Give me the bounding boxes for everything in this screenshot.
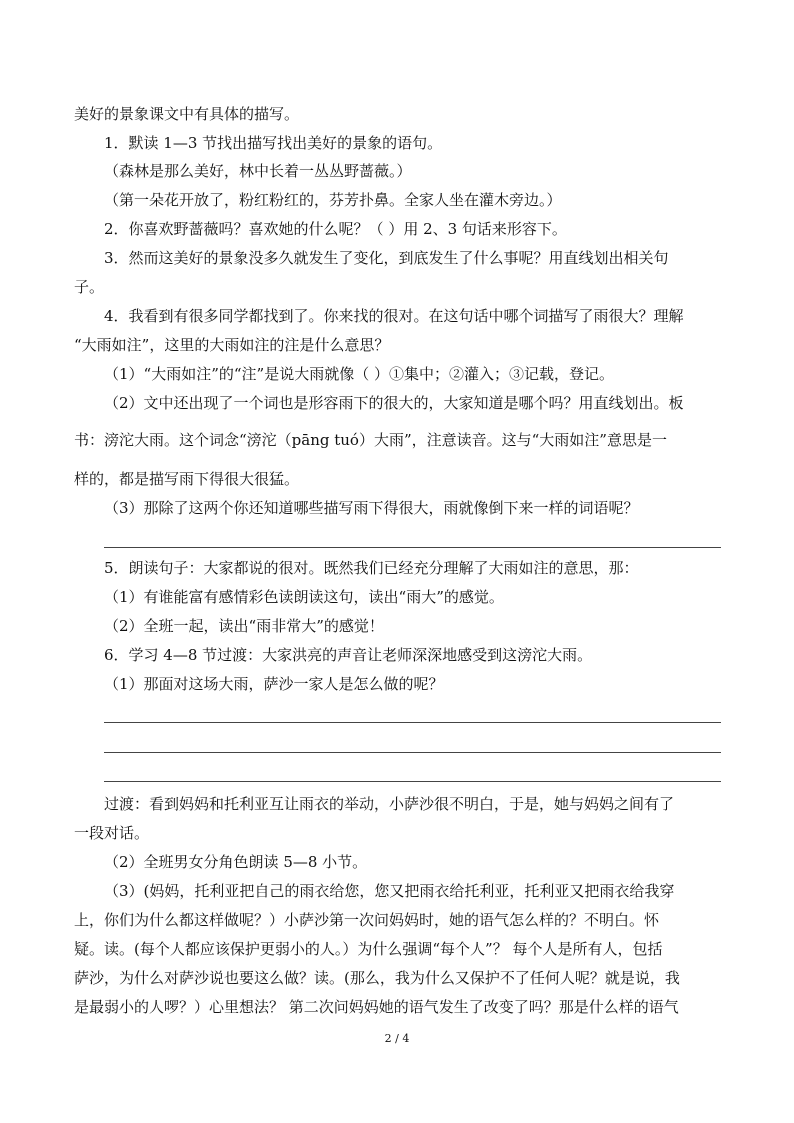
question-3: 3．然而这美好的景象没多久就发生了变化，到底发生了什么事呢？用直线划出相关句 [104, 249, 669, 267]
sub-question: （2）全班男女分角色朗读 5—8 小节。 [104, 853, 368, 871]
sub-question: （2）全班一起，读出“雨非常大”的感觉！ [104, 617, 384, 635]
text-line: 是最弱小的人啰？）心里想法？ 第二次问妈妈她的语气发生了改变了吗？那是什么样的语气 [74, 998, 679, 1016]
text-line: 子。 [74, 278, 105, 296]
answer-rule [104, 547, 721, 548]
question-5: 5．朗读句子：大家都说的很对。既然我们已经充分理解了大雨如注的意思，那： [104, 559, 639, 577]
text-line: 萨沙，为什么对萨沙说也要这么做？读。(那么，我为什么又保护不了任何人呢？就是说，我 [74, 969, 680, 987]
sub-question: （2）文中还出现了一个词也是形容雨下的很大的，大家知道是哪个吗？用直线划出。板 [104, 394, 684, 412]
text-line: “大雨如注”，这里的大雨如注的注是什么意思？ [74, 336, 390, 354]
text-line: 美好的景象课文中有具体的描写。 [74, 105, 300, 123]
text-line: 样的，都是描写雨下得很大很猛。 [74, 470, 300, 488]
text-line: 一段对话。 [74, 824, 150, 842]
answer-rule [104, 722, 721, 723]
text-line: 疑。读。(每个人都应该保护更弱小的人。）为什么强调“每个人”？ 每个人是所有人，包括 [74, 940, 663, 958]
answer-rule [104, 781, 721, 782]
question-1: 1．默读 1—3 节找出描写找出美好的景象的语句。 [104, 134, 443, 152]
answer-line: （第一朵花开放了，粉红粉红的，芬芳扑鼻。全家人坐在灌木旁边。） [104, 191, 562, 209]
question-2: 2．你喜欢野蔷薇吗？喜欢她的什么呢？（ ）用 2、3 句话来形容下。 [104, 220, 567, 238]
sub-question: （1）有谁能富有感情彩色读朗读这句，读出“雨大”的感觉。 [104, 588, 504, 606]
text-line: 书：滂沱大雨。这个词念“滂沱（pāng tuó）大雨”，注意读音。这与“大雨如注”意思是一 [74, 431, 667, 449]
text-line: 上，你们为什么都这样做呢？）小萨沙第一次问妈妈时，她的语气怎么样的？不明白。怀 [74, 911, 660, 929]
sub-question: （3）(妈妈，托利亚把自己的雨衣给您，您又把雨衣给托利亚，托利亚又把雨衣给我穿 [104, 882, 675, 900]
sub-question: （1）那面对这场大雨，萨沙一家人是怎么做的呢？ [104, 675, 444, 693]
answer-rule [104, 752, 721, 753]
sub-question: （1）“大雨如注”的“注”是说大雨就像（ ）①集中；②灌入；③记载，登记。 [104, 365, 614, 383]
page-number: 2 / 4 [384, 1032, 410, 1045]
question-6: 6．学习 4—8 节过渡：大家洪亮的声音让老师深深地感受到这滂沱大雨。 [104, 646, 593, 664]
question-4: 4．我看到有很多同学都找到了。你来找的很对。在这句话中哪个词描写了雨很大？理解 [104, 307, 684, 325]
transition-line: 过渡：看到妈妈和托利亚互让雨衣的举动，小萨沙很不明白，于是，她与妈妈之间有了 [104, 795, 675, 813]
sub-question: （3）那除了这两个你还知道哪些描写雨下得很大，雨就像倒下来一样的词语呢？ [104, 499, 639, 517]
answer-line: （森林是那么美好，林中长着一丛丛野蔷薇。） [104, 162, 412, 180]
